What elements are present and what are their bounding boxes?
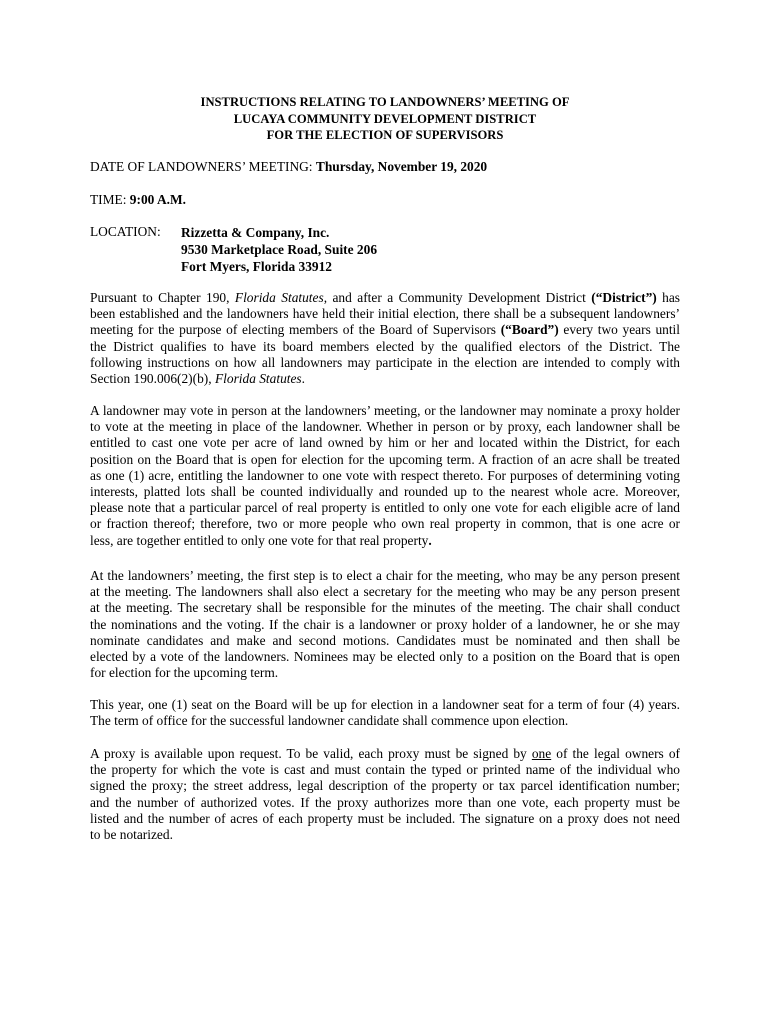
title-line-1: INSTRUCTIONS RELATING TO LANDOWNERS’ MEETING OF (200, 95, 570, 109)
meeting-time-label: TIME: (90, 192, 130, 207)
title-line-2: LUCAYA COMMUNITY DEVELOPMENT DISTRICT (233, 111, 537, 126)
text-line: the District qualifies to have its board members elected by the qualified electors of the District. The (90, 338, 680, 354)
title-line-3: FOR THE ELECTION OF SUPERVISORS (266, 128, 504, 142)
text-line: less, are together entitled to only one vote for that real property. (90, 532, 432, 548)
meeting-time (90, 192, 186, 208)
text-line: Section 190.006(2)(b), Florida Statutes. (90, 371, 305, 387)
text-line: following instructions on how all landowners may participate in the election are intended to comply with (90, 354, 680, 370)
meeting-date (90, 159, 487, 175)
text-line: Pursuant to Chapter 190, Florida Statutes, and after a Community Development District (“District”) has (90, 290, 680, 305)
text-line: and the number of authorized votes. If the proxy authorizes more than one vote, each property must be (90, 794, 680, 810)
text-line: the property for which the vote is cast and must contain the typed or printed name of the individual who (90, 762, 680, 778)
text-line: position on the Board that is open for election for the upcoming term. A fraction of an acre shall be treated (90, 451, 680, 467)
text-line: This year, one (1) seat on the Board will be up for election in a landowner seat for a term of four (4) years. (90, 697, 680, 712)
text-line: interests, platted lots shall be counted individually and rounded up to the nearest whole acre. Moreover, (90, 484, 680, 500)
text-line: or fraction thereof; therefore, two or more people who own real property in common, that is one acre or (90, 516, 680, 532)
paragraph-seat-election (90, 697, 680, 729)
text-line: signed the proxy; the street address, legal description of the property or tax parcel identification number; (90, 778, 680, 794)
location-line-1: Rizzetta & Company, Inc. (181, 225, 330, 240)
text-line: A landowner may vote in person at the landowners’ meeting, or the landowner may nominate a proxy holder (90, 403, 680, 418)
paragraph-meeting-procedure (90, 568, 680, 681)
text-line: to vote at the meeting in place of the landowner. Whether in person or by proxy, each landowner shall be (90, 419, 680, 435)
location-line-2: 9530 Marketplace Road, Suite 206 (181, 242, 378, 257)
text-line: been established and the landowners have held their initial election, there shall be a subsequent landowners’ (90, 306, 680, 322)
text-line: to be notarized. (90, 827, 173, 843)
meeting-date-value: Thursday, November 19, 2020 (315, 159, 488, 174)
text-line: The term of office for the successful landowner candidate shall commence upon election. (90, 713, 569, 729)
text-line: listed and the number of acres of each property must be included. The signature on a proxy does not need (90, 810, 680, 826)
text-line: At the landowners’ meeting, the first step is to elect a chair for the meeting, who may be any person present (90, 568, 680, 583)
text-line: the nominations and the voting. If the chair is a landowner or proxy holder of a landowner, he or she may (90, 616, 680, 632)
text-line: for election for the upcoming term. (90, 665, 279, 681)
paragraph-proxy (90, 746, 680, 843)
text-line: at the meeting. The landowners shall also elect a secretary for the meeting who may be any person present (90, 584, 680, 600)
text-line: elected by a vote of the landowners. Nominees may be elected only to a position on the Board that is open (90, 649, 680, 665)
text-line: as one (1) acre, entitling the landowner to one vote with respect thereto. For purposes of determining voting (90, 467, 680, 483)
text-line: A proxy is available upon request. To be valid, each proxy must be signed by one of the legal owners of (90, 746, 680, 761)
meeting-date-label: DATE OF LANDOWNERS’ MEETING: (90, 159, 316, 174)
text-line: please note that a particular parcel of real property is entitled to only one vote for each eligible acre of land (90, 500, 680, 516)
paragraph-voting (90, 403, 680, 549)
document-title (90, 94, 680, 144)
text-line: entitled to cast one vote per acre of land owned by him or her and located within the District, for each (90, 435, 680, 451)
location-label: LOCATION: (90, 224, 161, 239)
text-line: meeting for the purpose of electing members of the Board of Supervisors (“Board”) every two years until (90, 322, 680, 338)
paragraph-statute (90, 290, 680, 387)
text-line: at the meeting. The secretary shall be responsible for the minutes of the meeting. The chair shall conduct (90, 600, 680, 616)
location-address (181, 224, 377, 275)
location-line-3: Fort Myers, Florida 33912 (181, 259, 332, 274)
text-line: nominate candidates and make and second motions. Candidates must be nominated and then shall be (90, 632, 680, 648)
meeting-time-value: 9:00 A.M. (129, 192, 186, 207)
